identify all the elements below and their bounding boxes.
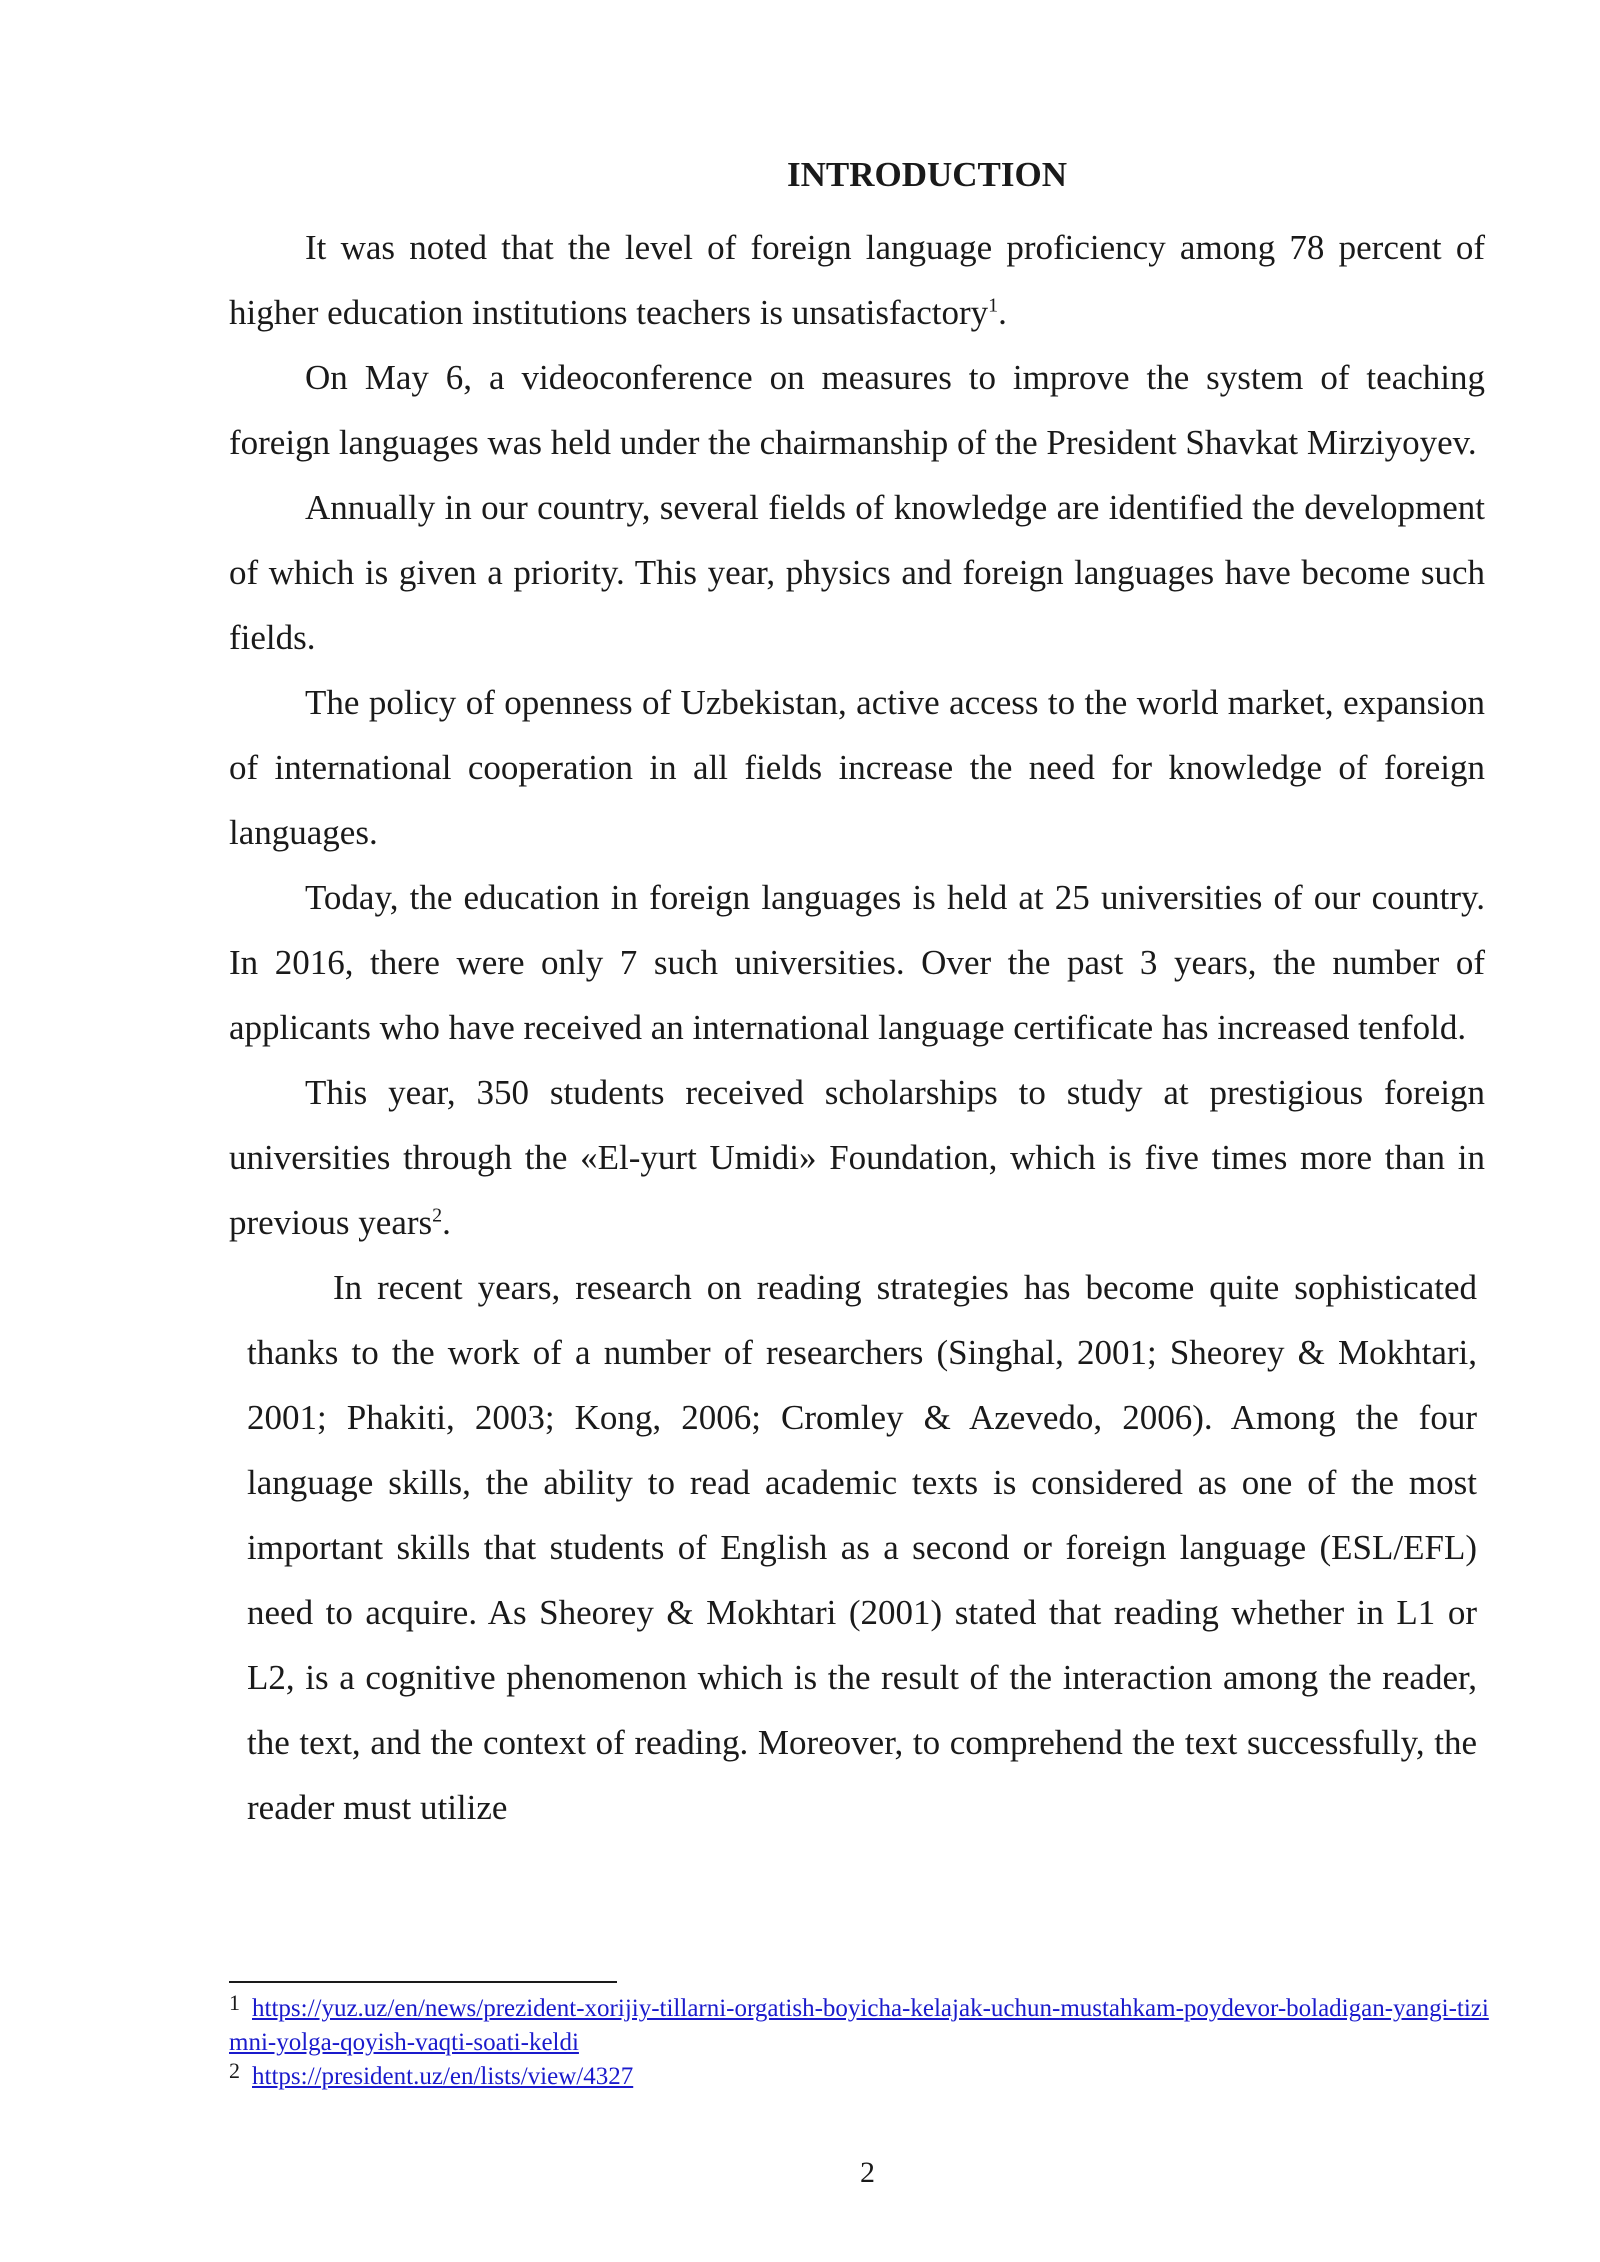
footnote-link-2[interactable]: https://president.uz/en/lists/view/4327: [252, 2063, 634, 2090]
footnote-link-1[interactable]: https://yuz.uz/en/news/prezident-xorijiy-tillarni-orgatish-boyicha-kelajak-uchun-mustahkam-poydevor-boladigan-yangi-tizimni-yolga-qoyish-vaqti-soati-keldi: [229, 1995, 1489, 2056]
paragraph-4: The policy of openness of Uzbekistan, active access to the world market, expansion of international cooperation in all fields increase the need for knowledge of foreign languages.: [229, 683, 1485, 852]
paragraph-1: [229, 215, 1485, 345]
footnotes: [229, 1992, 1489, 2094]
footnote-number: 1: [229, 1990, 240, 2015]
paragraph-3: Annually in our country, several fields of knowledge are identified the development of which is given a priority. This year, physics and foreign languages have become such fields.: [229, 488, 1485, 657]
paragraph-5: Today, the education in foreign languages is held at 25 universities of our country. In 2016, there were only 7 such universities. Over the past 3 years, the number of applicants who have received an international language certificate has increased tenfold.: [229, 878, 1485, 1047]
footnote-separator: [229, 1981, 617, 1983]
paragraph-6: [229, 1060, 1485, 1255]
footnote-2: [229, 2060, 1489, 2094]
paragraph-tail: .: [442, 1203, 451, 1242]
paragraph-tail: .: [998, 293, 1007, 332]
paragraph-7: In recent years, research on reading strategies has become quite sophisticated thanks to the work of a number of researchers (Singhal, 2001; Sheorey & Mokhtari, 2001; Phakiti, 2003; Kong, 2006; Cromley & Azevedo, 2006). Among the four language skills, the ability to read academic texts is considered as one of the most important skills that students of English as a second or foreign language (ESL/EFL) need to acquire. As Sheorey & Mokhtari (2001) stated that reading whether in L1 or L2, is a cognitive phenomenon which is the result of the interaction among the reader, the text, and the context of reading. Moreover, to comprehend the text successfully, the reader must utilize: [247, 1268, 1477, 1827]
footnote-number: 2: [229, 2058, 240, 2083]
footnote-ref-2[interactable]: 2: [432, 1204, 443, 1227]
body-text: [229, 150, 1485, 1840]
footnote-ref-1[interactable]: 1: [988, 294, 999, 317]
footnote-1: [229, 1992, 1489, 2060]
paragraph-text: This year, 350 students received scholarships to study at prestigious foreign universities through the «El-yurt Umidi» Foundation, which is five times more than in previous years: [229, 1073, 1485, 1242]
paragraph-2: On May 6, a videoconference on measures to improve the system of teaching foreign languages was held under the chairmanship of the President Shavkat Mirziyoyev.: [229, 358, 1485, 462]
page-number: 2: [860, 2156, 875, 2189]
paragraph-text: It was noted that the level of foreign language proficiency among 78 percent of higher education institutions teachers is unsatisfactory: [229, 228, 1485, 332]
section-heading: INTRODUCTION: [786, 155, 1068, 194]
